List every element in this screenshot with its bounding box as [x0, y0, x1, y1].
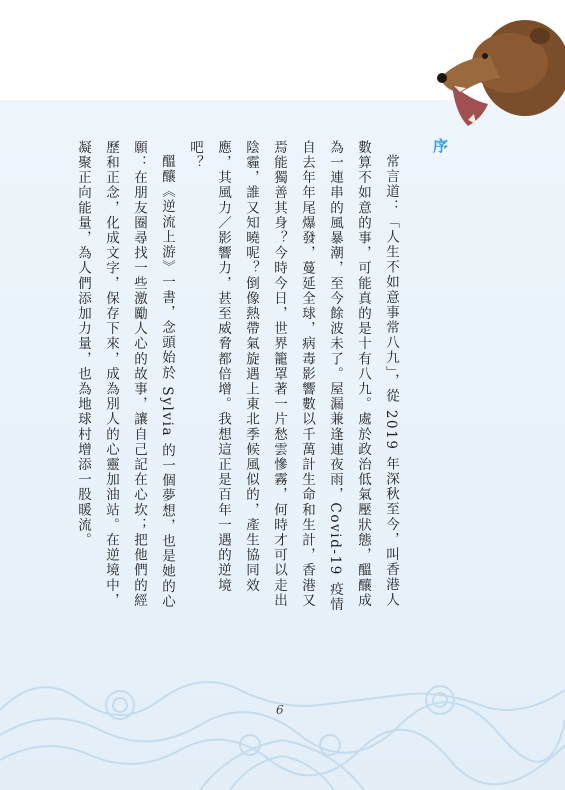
- wave-pattern-decoration: [0, 650, 565, 790]
- paragraph: 常言道：「人生不如意事常八九」，從 2019 年深秋至今，叫香港人數算不如意的事，可能真的是十有八九。處於政治低氣壓狀態，醞釀成為一連串的風暴潮，至今餘波未了。屋漏兼逢連夜雨，Covid-19 疫情自去年年尾爆發，蔓延全球，病毒影響數以千萬計生命和生計，香港又焉能獨善其身？今時今日，世界籠罩著一片愁雲慘霧，何時才可以走出陰霾，誰又知曉呢？倒像熱帶氣旋遇上東北季候風似的，產生協同效應，其風力／影響力，甚至威脅都倍增。我想這正是百年一遇的逆境吧？: [187, 140, 399, 613]
- preface-heading: 序: [431, 138, 449, 153]
- bear-image: [430, 8, 565, 138]
- preface-body: [55, 140, 405, 620]
- page-number: 6: [276, 703, 284, 717]
- paragraph: 醞釀《逆流上游》一書，念頭始於 Sylvia 的一個夢想，也是她的心願：在朋友圈尋找一些激勵人心的故事，讓自己記在心坎；把他們的經歷和正念，化成文字，保存下來，成為別人的心靈加油站。在逆境中，凝聚正向能量，為人們添加力量，也為地球村增添一股暖流。: [75, 140, 175, 609]
